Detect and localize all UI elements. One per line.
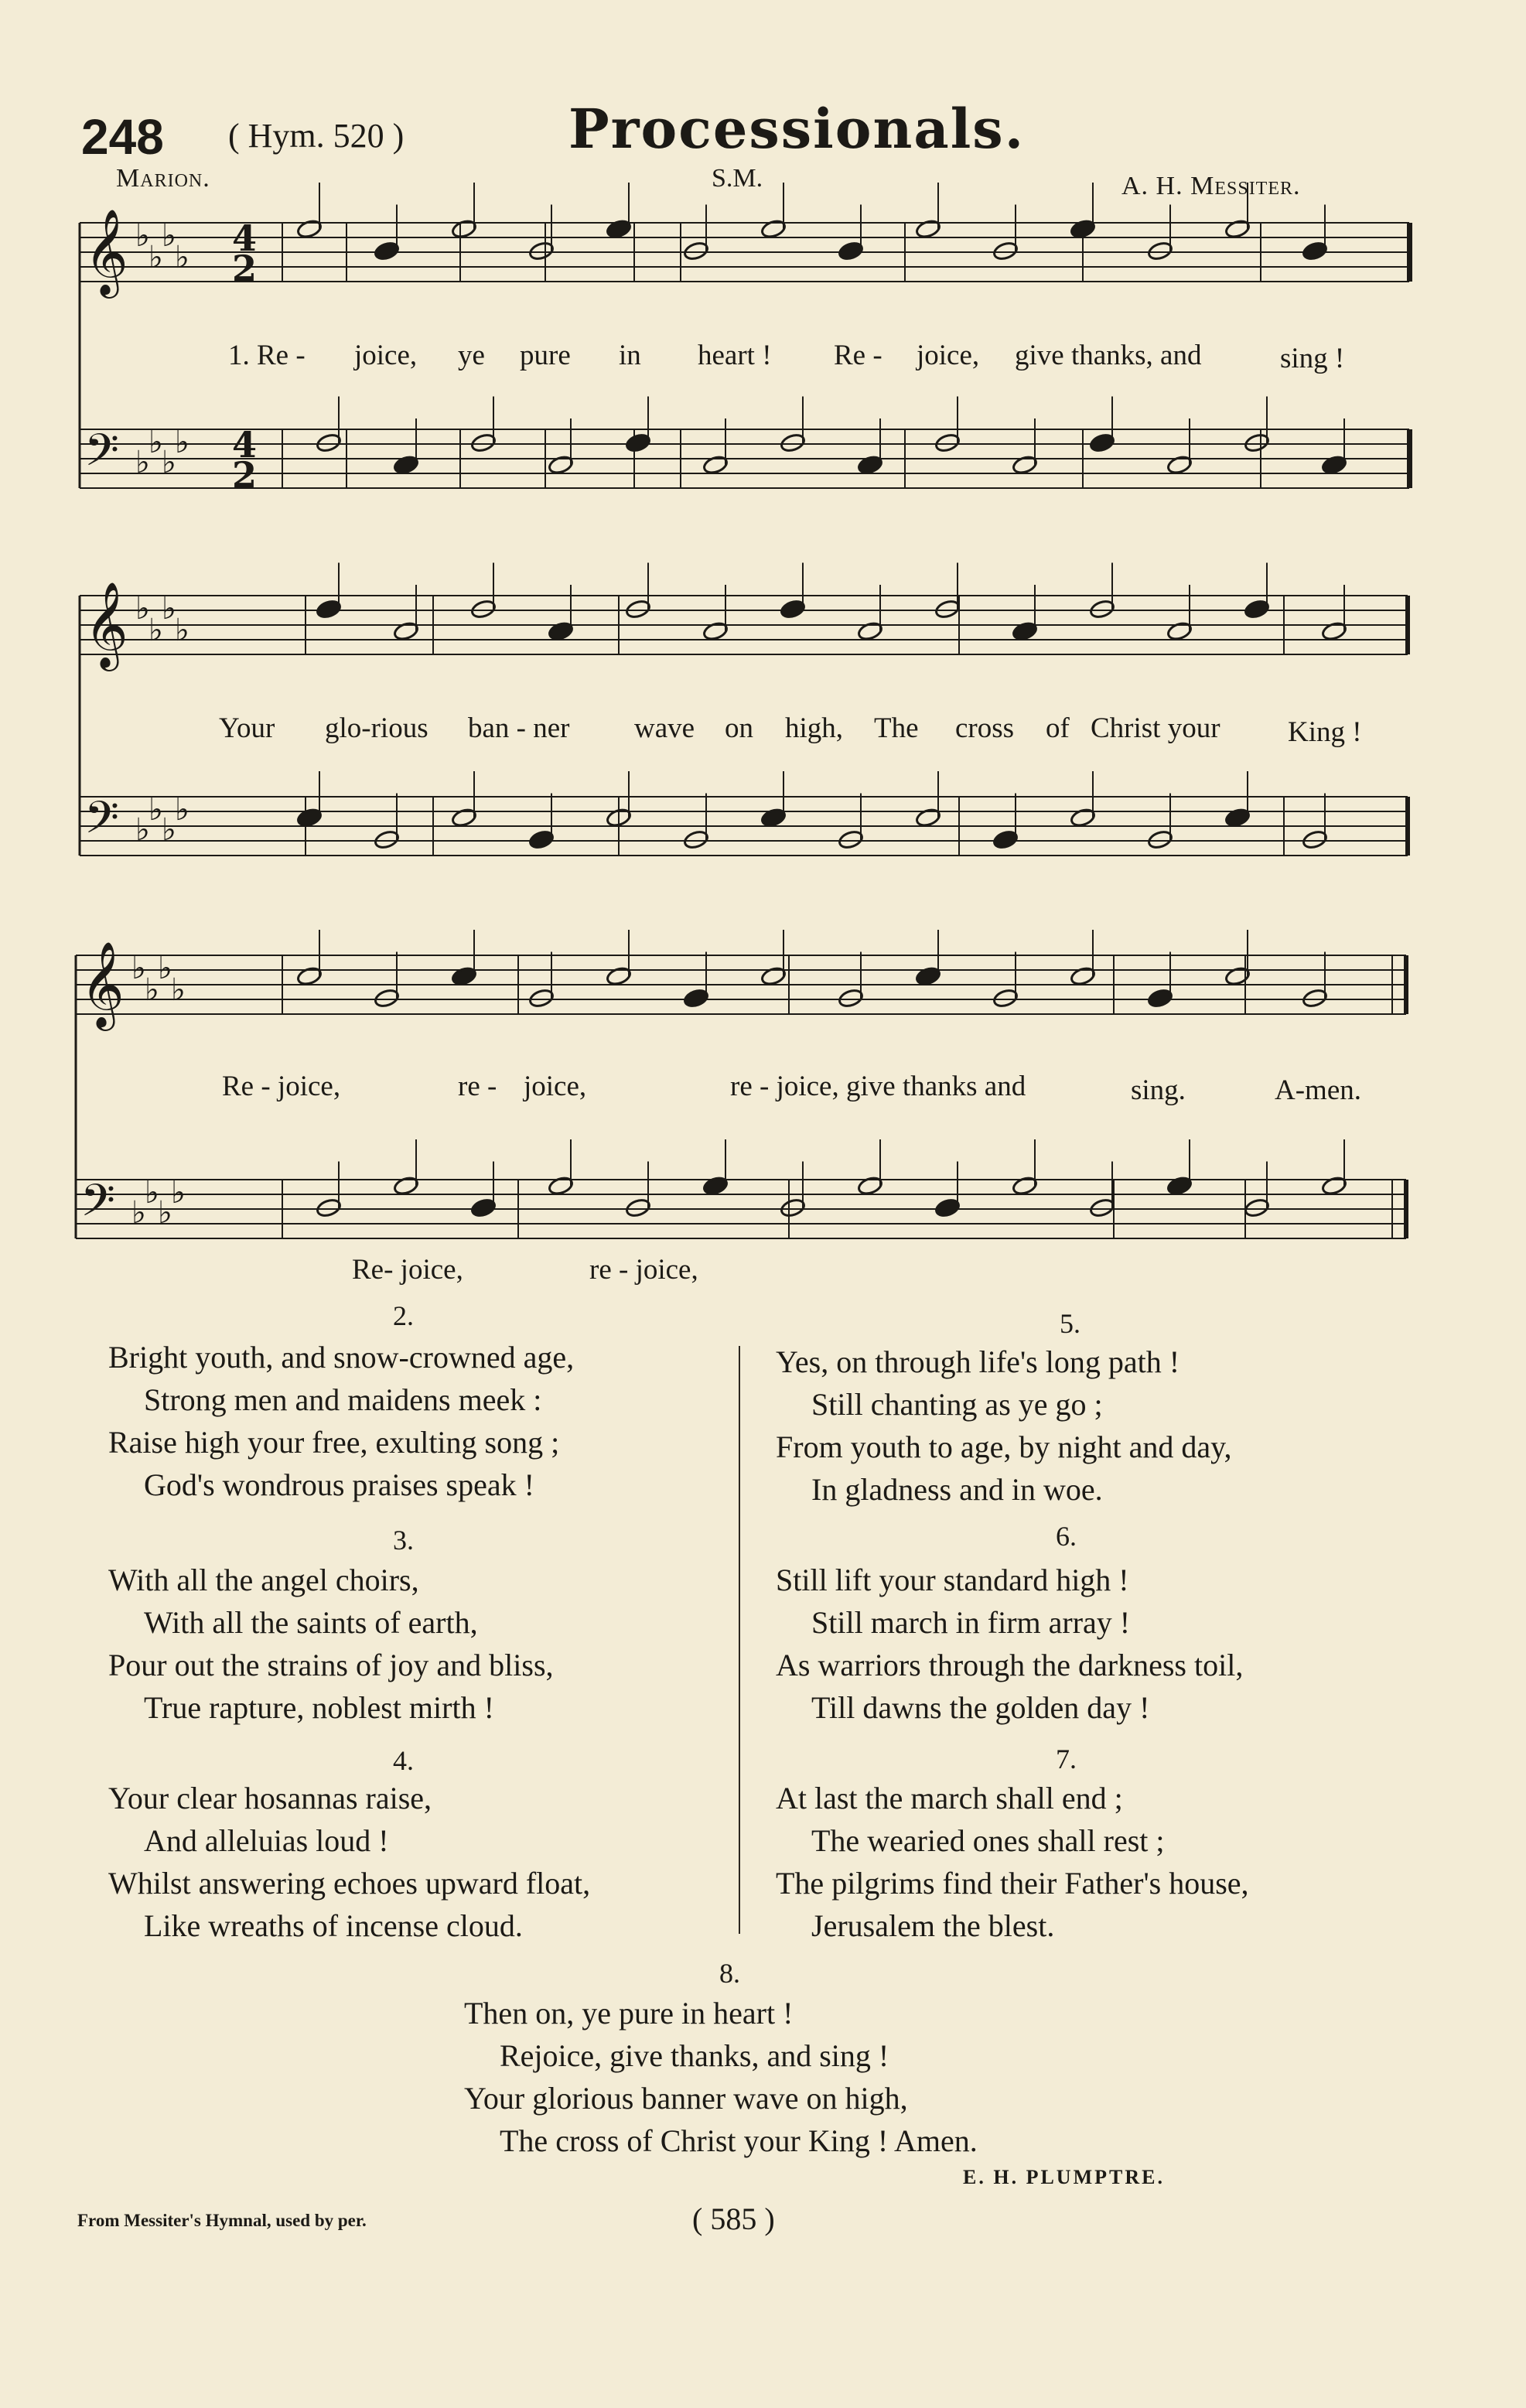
stanza-line: Pour out the strains of joy and bliss, <box>108 1648 554 1682</box>
bass-clef-icon: 𝄢 <box>84 791 120 855</box>
author: E. H. PLUMPTRE. <box>963 2166 1165 2188</box>
stanza-line: Raise high your free, exulting song ; <box>108 1425 560 1460</box>
flat-icon: ♭ <box>131 951 146 986</box>
lyric-3-1: Re - joice, <box>222 1071 341 1102</box>
lyric-3-lower-1: Re- joice, <box>352 1254 463 1286</box>
lyric-3-lower-2: re - joice, <box>589 1254 698 1286</box>
treble-clef-icon: 𝄞 <box>84 581 128 668</box>
lyric-1-9: give thanks, and <box>1015 340 1202 371</box>
stanza-line: And alleluias loud ! <box>144 1823 389 1858</box>
time-signature-numerator: 4 <box>232 217 258 259</box>
lyric-3-2: re - <box>458 1071 497 1102</box>
stanza-line: Still march in firm array ! <box>811 1605 1131 1640</box>
flat-icon: ♭ <box>162 445 176 480</box>
lyric-2-5: on <box>725 712 753 744</box>
stanza-number-6: 6. <box>1056 1521 1077 1552</box>
flat-icon: ♭ <box>158 951 172 986</box>
flat-icon: ♭ <box>149 425 163 460</box>
lyric-2-11: King ! <box>1288 716 1362 748</box>
stanza-8 <box>464 1992 978 2162</box>
flat-icon: ♭ <box>175 613 189 648</box>
stanza-7 <box>776 1777 1249 1947</box>
bass-clef-icon: 𝄢 <box>84 424 120 487</box>
lyric-1-5: in <box>619 340 641 371</box>
flat-icon: ♭ <box>175 792 189 828</box>
flat-icon: ♭ <box>171 1175 186 1211</box>
lyric-3-5: sing. <box>1131 1074 1186 1106</box>
treble-clef-icon: 𝄞 <box>84 208 128 295</box>
stanza-line: Whilst answering echoes upward float, <box>108 1866 591 1901</box>
stanza-number-3: 3. <box>393 1525 414 1556</box>
lyric-3-4: re - joice, give thanks and <box>730 1071 1026 1102</box>
lyric-2-1: Your <box>219 712 275 744</box>
flat-icon: ♭ <box>162 591 176 627</box>
composer: A. H. Messiter. <box>1121 172 1301 200</box>
copyright-credit: From Messiter's Hymnal, used by per. <box>77 2211 367 2230</box>
hymn-reference: ( Hym. 520 ) <box>228 117 405 155</box>
lyric-2-4: wave <box>634 712 695 744</box>
flat-icon: ♭ <box>175 240 189 275</box>
time-signature-denominator: 2 <box>232 454 258 496</box>
stanza-line: Yes, on through life's long path ! <box>776 1344 1180 1379</box>
stanza-number-2: 2. <box>393 1300 414 1331</box>
flat-icon: ♭ <box>145 1175 159 1211</box>
lyric-3-3: joice, <box>524 1071 587 1102</box>
stanza-line: Your clear hosannas raise, <box>108 1781 432 1815</box>
lyric-2-6: high, <box>785 712 844 744</box>
stanza-line: Bright youth, and snow-crowned age, <box>108 1340 575 1375</box>
lyric-1-6: heart ! <box>698 340 772 371</box>
stanza-number-7: 7. <box>1056 1744 1077 1774</box>
lyric-1-8: joice, <box>917 340 980 371</box>
stanza-number-4: 4. <box>393 1745 414 1776</box>
lyric-2-9: of <box>1046 712 1070 744</box>
flat-icon: ♭ <box>149 613 163 648</box>
stanza-line: From youth to age, by night and day, <box>776 1429 1232 1464</box>
flat-icon: ♭ <box>131 1195 146 1231</box>
section-title: Processionals. <box>568 97 1026 161</box>
flat-icon: ♭ <box>162 218 176 254</box>
stanza-6 <box>776 1559 1243 1729</box>
tune-name: Marion. <box>116 164 210 193</box>
stanza-line: Like wreaths of incense cloud. <box>144 1908 523 1943</box>
lyric-2-7: The <box>874 712 919 744</box>
stanza-number-8: 8. <box>719 1958 740 1989</box>
lyric-1-2: joice, <box>354 340 418 371</box>
stanza-line: True rapture, noblest mirth ! <box>144 1690 494 1725</box>
stanza-line: Still chanting as ye go ; <box>811 1387 1103 1422</box>
stanza-line: With all the angel choirs, <box>108 1563 419 1597</box>
flat-icon: ♭ <box>135 591 150 627</box>
stanza-line: The pilgrims find their Father's house, <box>776 1866 1249 1901</box>
stanza-line: The cross of Christ your King ! Amen. <box>500 2123 978 2158</box>
stanza-line: Still lift your standard high ! <box>776 1563 1129 1597</box>
lyric-1-3: ye <box>458 340 485 371</box>
lyric-1-7: Re - <box>834 340 882 371</box>
lyric-2-2: glo-rious <box>325 712 428 744</box>
lyric-1-10: sing ! <box>1280 343 1345 374</box>
flat-icon: ♭ <box>149 792 163 828</box>
flat-icon: ♭ <box>162 812 176 848</box>
flat-icon: ♭ <box>145 972 159 1008</box>
lyric-2-10: Christ your <box>1091 712 1220 744</box>
page-number: ( 585 ) <box>692 2201 775 2236</box>
flat-icon: ♭ <box>175 425 189 460</box>
stanza-line: At last the march shall end ; <box>776 1781 1123 1815</box>
flat-icon: ♭ <box>135 218 150 254</box>
time-signature-numerator: 4 <box>232 424 258 466</box>
bass-clef-icon: 𝄢 <box>80 1174 116 1238</box>
lyric-2-8: cross <box>955 712 1015 744</box>
flat-icon: ♭ <box>149 240 163 275</box>
stanza-line: Till dawns the golden day ! <box>811 1690 1150 1725</box>
stanza-5 <box>776 1341 1232 1511</box>
stanza-line: Your glorious banner wave on high, <box>464 2081 908 2116</box>
stanza-line: Jerusalem the blest. <box>811 1908 1055 1943</box>
treble-clef-icon: 𝄞 <box>80 941 125 1027</box>
time-signature-denominator: 2 <box>232 248 258 289</box>
stanza-line: Then on, ye pure in heart ! <box>464 1996 794 2031</box>
stanza-2 <box>108 1336 574 1506</box>
flat-icon: ♭ <box>135 445 150 480</box>
column-divider <box>739 1346 740 1934</box>
stanza-line: Rejoice, give thanks, and sing ! <box>500 2038 889 2073</box>
lyric-1-4: pure <box>520 340 571 371</box>
stanza-line: As warriors through the darkness toil, <box>776 1648 1244 1682</box>
stanza-line: With all the saints of earth, <box>144 1605 478 1640</box>
stanza-line: In gladness and in woe. <box>811 1472 1103 1507</box>
stanza-3 <box>108 1559 554 1729</box>
meter: S.M. <box>712 164 763 193</box>
lyric-3-6: A-men. <box>1275 1074 1361 1106</box>
stanza-line: The wearied ones shall rest ; <box>811 1823 1165 1858</box>
flat-icon: ♭ <box>135 812 150 848</box>
stanza-number-5: 5. <box>1060 1308 1080 1339</box>
hymn-number: 248 <box>81 109 164 165</box>
lyric-1-1: 1. Re - <box>228 340 306 371</box>
stanza-line: God's wondrous praises speak ! <box>144 1467 534 1502</box>
stanza-line: Strong men and maidens meek : <box>144 1382 542 1417</box>
stanza-4 <box>108 1777 590 1947</box>
lyric-2-3: ban - ner <box>468 712 570 744</box>
flat-icon: ♭ <box>158 1195 172 1231</box>
flat-icon: ♭ <box>171 972 186 1008</box>
